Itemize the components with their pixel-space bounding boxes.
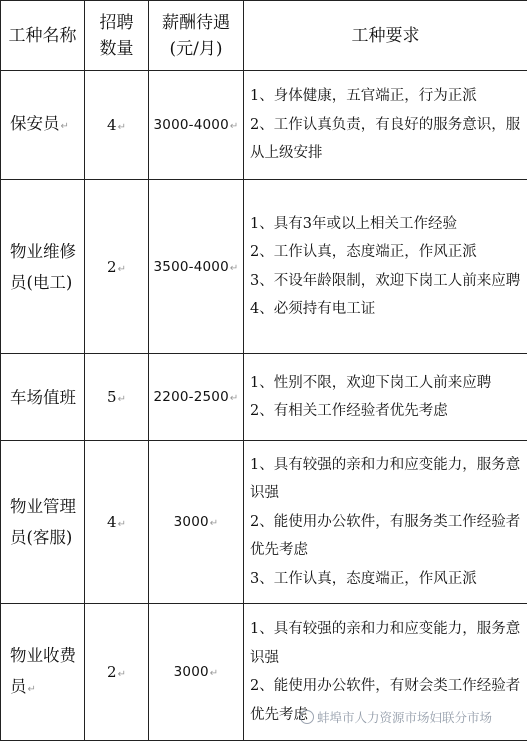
- header-row: [1, 1, 527, 71]
- header-job-name: 工种名称: [1, 1, 85, 71]
- watermark: 蚌埠市人力资源市场妇联分市场: [300, 708, 492, 726]
- job-name-cell: 保安员↵: [1, 71, 85, 180]
- salary-cell: 3000-4000↵: [149, 71, 244, 180]
- requirements-cell: 1、具有3年或以上相关工作经验 2、工作认真，态度端正，作风正派 3、不设年龄限制，欢迎下岗工人前来应聘 4、必须持有电工证: [244, 180, 527, 354]
- count-cell: 4↵: [85, 441, 149, 604]
- requirements-cell: 1、具有较强的亲和力和应变能力，服务意识强 2、能使用办公软件，有服务类工作经验者优先考虑 3、工作认真，态度端正，作风正派: [244, 441, 527, 604]
- table-row: [1, 354, 527, 441]
- requirements-cell: 1、性别不限，欢迎下岗工人前来应聘 2、有相关工作经验者优先考虑: [244, 354, 527, 441]
- count-cell: 4↵: [85, 71, 149, 180]
- requirements-cell: 1、身体健康，五官端正，行为正派 2、工作认真负责，有良好的服务意识，服从上级安排: [244, 71, 527, 180]
- requirements-cell: 1、具有较强的亲和力和应变能力，服务意识强 2、能使用办公软件，有财会类工作经验者优先考虑: [244, 604, 527, 741]
- header-salary: 薪酬待遇 (元/月): [149, 1, 244, 71]
- count-cell: 5↵: [85, 354, 149, 441]
- salary-cell: 3000↵: [149, 441, 244, 604]
- count-cell: 2↵: [85, 180, 149, 354]
- salary-cell: 3500-4000↵: [149, 180, 244, 354]
- header-count: 招聘 数量: [85, 1, 149, 71]
- wechat-logo-icon: [300, 710, 314, 724]
- table-row: [1, 180, 527, 354]
- job-name-cell: 车场值班: [1, 354, 85, 441]
- job-name-cell: 物业收费 员↵: [1, 604, 85, 741]
- salary-cell: 3000↵: [149, 604, 244, 741]
- table-row: [1, 71, 527, 180]
- salary-cell: 2200-2500↵: [149, 354, 244, 441]
- count-cell: 2↵: [85, 604, 149, 741]
- job-name-cell: 物业管理 员(客服): [1, 441, 85, 604]
- table-row: [1, 441, 527, 604]
- job-name-cell: 物业维修 员(电工): [1, 180, 85, 354]
- header-requirements: 工种要求: [244, 1, 527, 71]
